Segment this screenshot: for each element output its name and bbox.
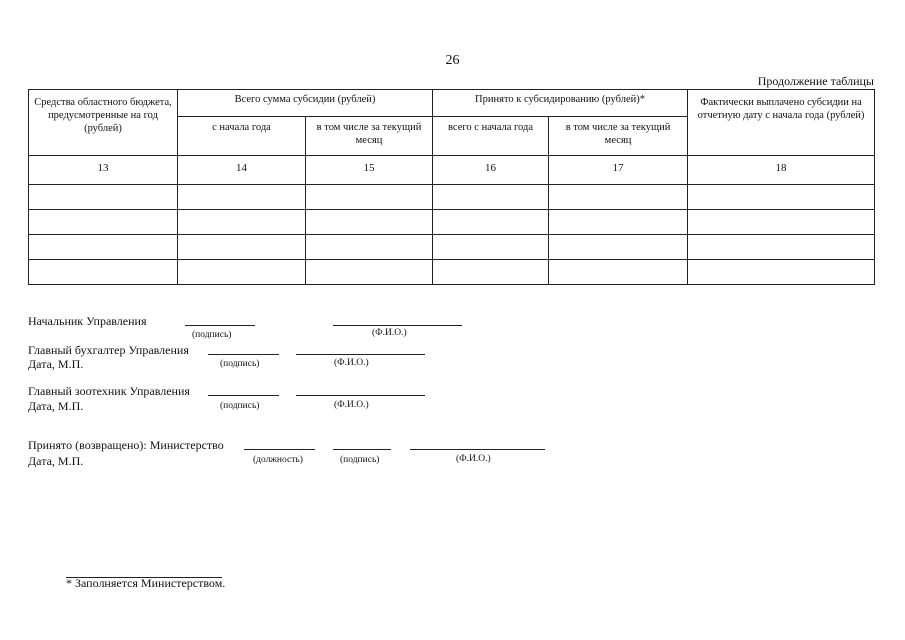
header-col-17: в том числе за текущий месяц [549,117,688,156]
accountant-name-line [296,354,425,355]
head-sign-line [185,325,255,326]
column-number: 17 [549,156,688,185]
table-continuation-label: Продолжение таблицы [757,74,874,88]
ministry-name-caption: (Ф.И.О.) [456,454,491,464]
table-row [29,235,875,260]
header-group-total-subsidy: Всего сумма субсидии (рублей) [178,90,433,117]
page-number: 26 [445,53,460,68]
header-col-13: Средства областного бюджета, предусмотренные на год (рублей) [29,90,178,156]
header-col-16: всего с начала года [433,117,549,156]
accountant-sign-caption: (подпись) [220,359,260,369]
ministry-date-label: Дата, М.П. [28,454,84,468]
ministry-sign-caption: (подпись) [340,455,380,465]
ministry-sign-line [333,449,391,450]
header-col-18: Фактически выплачено субсидии на отчетную дату с начала года (рублей) [688,90,875,156]
head-name-line [333,325,462,326]
table-row [29,260,875,285]
column-numbers-row [29,156,875,185]
column-number: 13 [29,156,178,185]
header-col-14: с начала года [178,117,306,156]
ministry-label: Принято (возвращено): Министерство [28,438,224,452]
table-row [29,185,875,210]
head-sign-caption: (подпись) [192,330,232,340]
zootech-name-caption: (Ф.И.О.) [334,400,369,410]
accountant-label: Главный бухгалтер Управления [28,343,189,357]
ministry-position-caption: (должность) [253,455,303,465]
accountant-name-caption: (Ф.И.О.) [334,358,369,368]
accountant-date-label: Дата, М.П. [28,357,84,371]
accountant-sign-line [208,354,279,355]
zootech-label: Главный зоотехник Управления [28,384,190,398]
zootech-sign-line [208,395,279,396]
head-label: Начальник Управления [28,314,147,328]
column-number: 15 [306,156,433,185]
ministry-name-line [410,449,545,450]
column-number: 18 [688,156,875,185]
column-number: 14 [178,156,306,185]
footnote: * Заполняется Министерством. [66,576,226,590]
head-name-caption: (Ф.И.О.) [372,328,407,338]
column-number: 16 [433,156,549,185]
zootech-sign-caption: (подпись) [220,401,260,411]
ministry-position-line [244,449,315,450]
zootech-date-label: Дата, М.П. [28,399,84,413]
zootech-name-line [296,395,425,396]
header-group-accepted: Принято к субсидированию (рублей)* [433,90,688,117]
subsidy-table [28,89,875,285]
table-row [29,210,875,235]
header-col-15: в том числе за текущий месяц [306,117,433,156]
